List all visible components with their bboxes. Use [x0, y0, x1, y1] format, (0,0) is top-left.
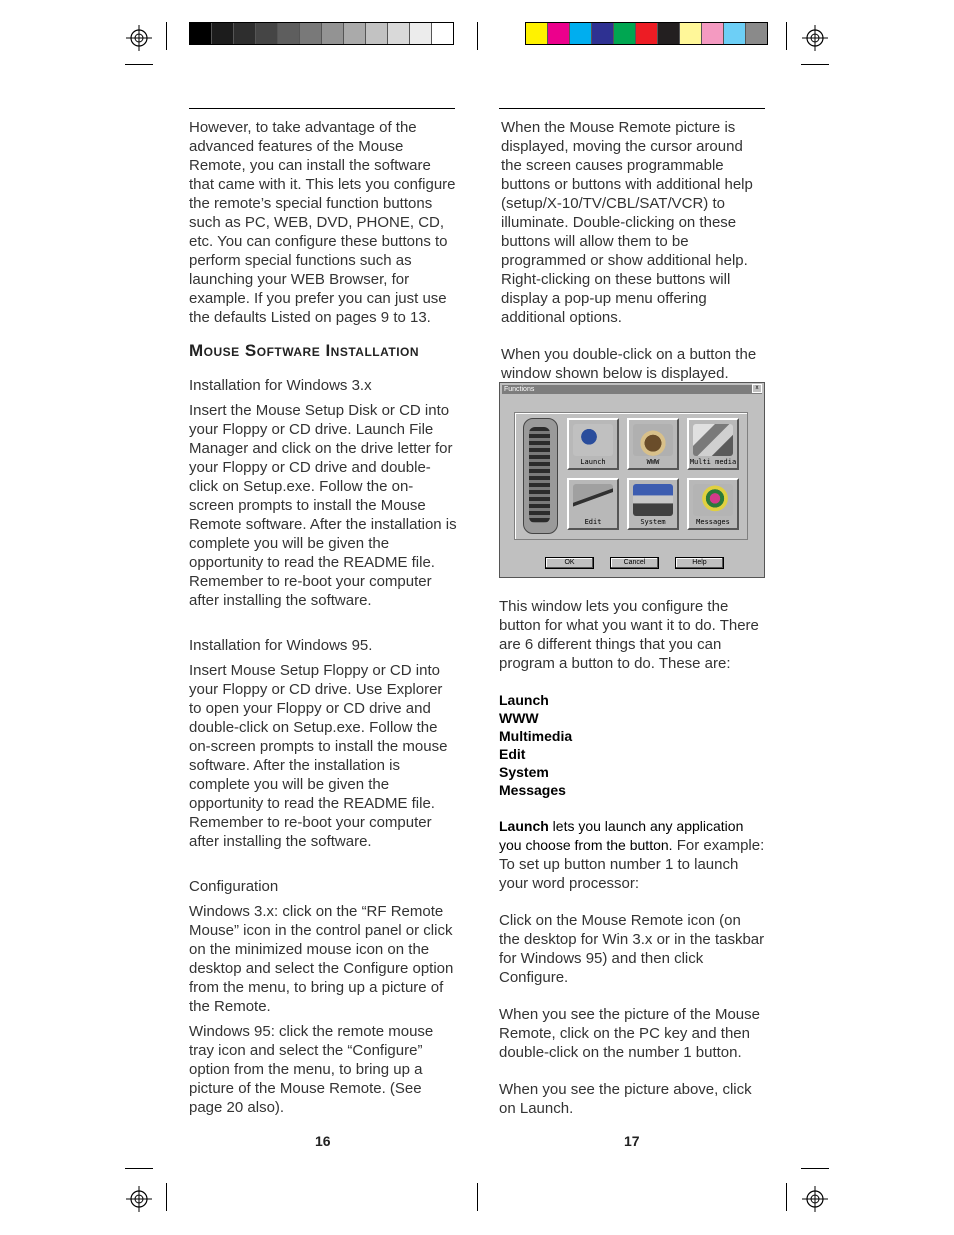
- calibration-swatch: [410, 23, 432, 44]
- crop-mark: [166, 1183, 167, 1211]
- function-list: [499, 691, 765, 799]
- calibration-swatch: [432, 23, 453, 44]
- messages-label: Messages: [696, 518, 730, 526]
- calibration-swatch: [636, 23, 658, 44]
- functions-dialog-screenshot: [499, 382, 765, 578]
- crop-mark: [786, 1183, 787, 1211]
- grayscale-calibration-bar: [189, 22, 454, 45]
- color-calibration-bar: [525, 22, 768, 45]
- configuration-win95: Windows 95: click the remote mouse tray icon and select the “Configure” option from the menu, to bring up a picture of the Mouse Remote. (See page 20 also).: [189, 1023, 434, 1116]
- registration-mark-icon: [126, 1186, 152, 1212]
- function-list-item: WWW: [499, 710, 539, 726]
- crop-mark: [125, 1168, 153, 1169]
- registration-mark-icon: [802, 1186, 828, 1212]
- cursor-paragraph: When the Mouse Remote picture is displayed, moving the cursor around the screen causes programmable buttons or buttons with additional help (setup/X-10/TV/CBL/SAT/VCR) to illuminate. Double-clicking on these buttons will allow them to be programmed or show additional help. Right-clicking on these buttons will display a pop-up menu offering additional options.: [501, 119, 753, 326]
- system-function-button[interactable]: [627, 478, 679, 530]
- multimedia-label: Multi media: [689, 458, 737, 466]
- crop-mark: [477, 22, 478, 50]
- launch-term: Launch: [499, 818, 549, 834]
- calibration-swatch: [344, 23, 366, 44]
- edit-label: Edit: [584, 518, 602, 526]
- calibration-swatch: [548, 23, 570, 44]
- ok-button[interactable]: OK: [545, 557, 594, 569]
- calibration-swatch: [388, 23, 410, 44]
- win95-install-body: Insert Mouse Setup Floppy or CD into your Floppy or CD drive. Use Explorer to open your Floppy or CD drive and double-click on Setup.exe. Follow the on-screen prompts to install the mouse software. After the installation is complete you will be given the opportunity to read the README file. Remember to re-boot your computer after installing the software.: [189, 662, 448, 850]
- multimedia-icon: [693, 424, 733, 456]
- configuration-title: Configuration: [189, 878, 279, 895]
- intro-paragraph: However, to take advantage of the advanced features of the Mouse Remote, you can install the software that came with it. This lets you configure the remote’s special function buttons such as PC, WEB, DVD, PHONE, CD, etc. You can configure these buttons to perform special functions such as launching your WEB Browser, for example. If you prefer you can just use the defaults Listed on pages 9 to 13.: [189, 119, 456, 326]
- launch-icon: [573, 424, 613, 456]
- www-label: WWW: [646, 458, 660, 466]
- function-list-item: Multimedia: [499, 728, 573, 744]
- win3-install-title: Installation for Windows 3.x: [189, 377, 372, 394]
- left-column: [189, 118, 457, 1117]
- calibration-swatch: [190, 23, 212, 44]
- dialog-title: Functions: [502, 385, 762, 394]
- right-column-top: [501, 118, 765, 383]
- calibration-swatch: [526, 23, 548, 44]
- page-number: 17: [624, 1133, 640, 1149]
- right-column-bottom: [499, 597, 765, 1118]
- function-list-item: Messages: [499, 782, 566, 798]
- calibration-swatch: [278, 23, 300, 44]
- launch-paragraph: [499, 817, 765, 893]
- help-button[interactable]: Help: [675, 557, 724, 569]
- close-icon[interactable]: x: [752, 384, 762, 393]
- calibration-swatch: [658, 23, 680, 44]
- function-list-item: Launch: [499, 692, 549, 708]
- system-label: System: [640, 518, 666, 526]
- calibration-swatch: [322, 23, 344, 44]
- launch-function-button[interactable]: [567, 418, 619, 470]
- cancel-button[interactable]: Cancel: [610, 557, 659, 569]
- www-function-button[interactable]: [627, 418, 679, 470]
- calibration-swatch: [746, 23, 767, 44]
- step-launch: When you see the picture above, click on Launch.: [499, 1081, 752, 1117]
- computer-icon: [633, 484, 673, 516]
- remote-control-image: [523, 418, 558, 534]
- crop-mark: [801, 1168, 829, 1169]
- registration-mark-icon: [802, 25, 828, 51]
- calibration-swatch: [256, 23, 278, 44]
- step-configure: Click on the Mouse Remote icon (on the desktop for Win 3.x or in the taskbar for Windows 95) and then click Configure.: [499, 912, 765, 986]
- configuration-win3: Windows 3.x: click on the “RF Remote Mouse” icon in the control panel or click on the minimized mouse icon on the desktop and select the Configure option from the menu, to bring up a picture of the Remote.: [189, 903, 454, 1015]
- calibration-swatch: [212, 23, 234, 44]
- section-heading: Mouse Software Installation: [189, 341, 420, 360]
- multimedia-function-button[interactable]: [687, 418, 739, 470]
- function-list-item: System: [499, 764, 549, 780]
- configure-paragraph: This window lets you configure the button for what you want it to do. There are 6 different things that you can program a button to do. These are:: [499, 598, 759, 672]
- crop-mark: [477, 1183, 478, 1211]
- calibration-swatch: [234, 23, 256, 44]
- win3-install-body: Insert the Mouse Setup Disk or CD into your Floppy or CD drive. Launch File Manager and click on the drive letter for your Floppy or CD drive and double-click on Setup.exe. Follow the on-screen prompts to install the Mouse Remote software. After the installation is complete you will be given the opportunity to read the README file. Remember to re-boot your computer after installing the software.: [189, 402, 457, 609]
- edit-function-button[interactable]: [567, 478, 619, 530]
- crop-mark: [786, 22, 787, 50]
- crop-mark: [166, 22, 167, 50]
- crop-mark: [125, 64, 153, 65]
- registration-mark-icon: [126, 25, 152, 51]
- edit-icon: [573, 484, 613, 516]
- functions-panel: [514, 412, 748, 540]
- page-number: 16: [315, 1133, 331, 1149]
- globe-icon: [633, 424, 673, 456]
- column-rule: [499, 108, 765, 109]
- step-pc-key: When you see the picture of the Mouse Remote, click on the PC key and then double-click on the number 1 button.: [499, 1006, 760, 1061]
- function-list-item: Edit: [499, 746, 526, 762]
- launch-description: lets you launch any application you choose from the button.: [499, 818, 744, 853]
- win95-install-title: Installation for Windows 95.: [189, 637, 373, 654]
- calibration-swatch: [724, 23, 746, 44]
- calibration-swatch: [592, 23, 614, 44]
- messages-icon: [693, 484, 733, 516]
- crop-mark: [801, 64, 829, 65]
- launch-example: For example: To set up button number 1 to launch your word processor:: [499, 837, 765, 892]
- launch-label: Launch: [580, 458, 606, 466]
- calibration-swatch: [680, 23, 702, 44]
- messages-function-button[interactable]: [687, 478, 739, 530]
- calibration-swatch: [300, 23, 322, 44]
- calibration-swatch: [702, 23, 724, 44]
- double-click-paragraph: When you double-click on a button the window shown below is displayed.: [501, 346, 757, 382]
- calibration-swatch: [570, 23, 592, 44]
- calibration-swatch: [614, 23, 636, 44]
- calibration-swatch: [366, 23, 388, 44]
- column-rule: [189, 108, 455, 109]
